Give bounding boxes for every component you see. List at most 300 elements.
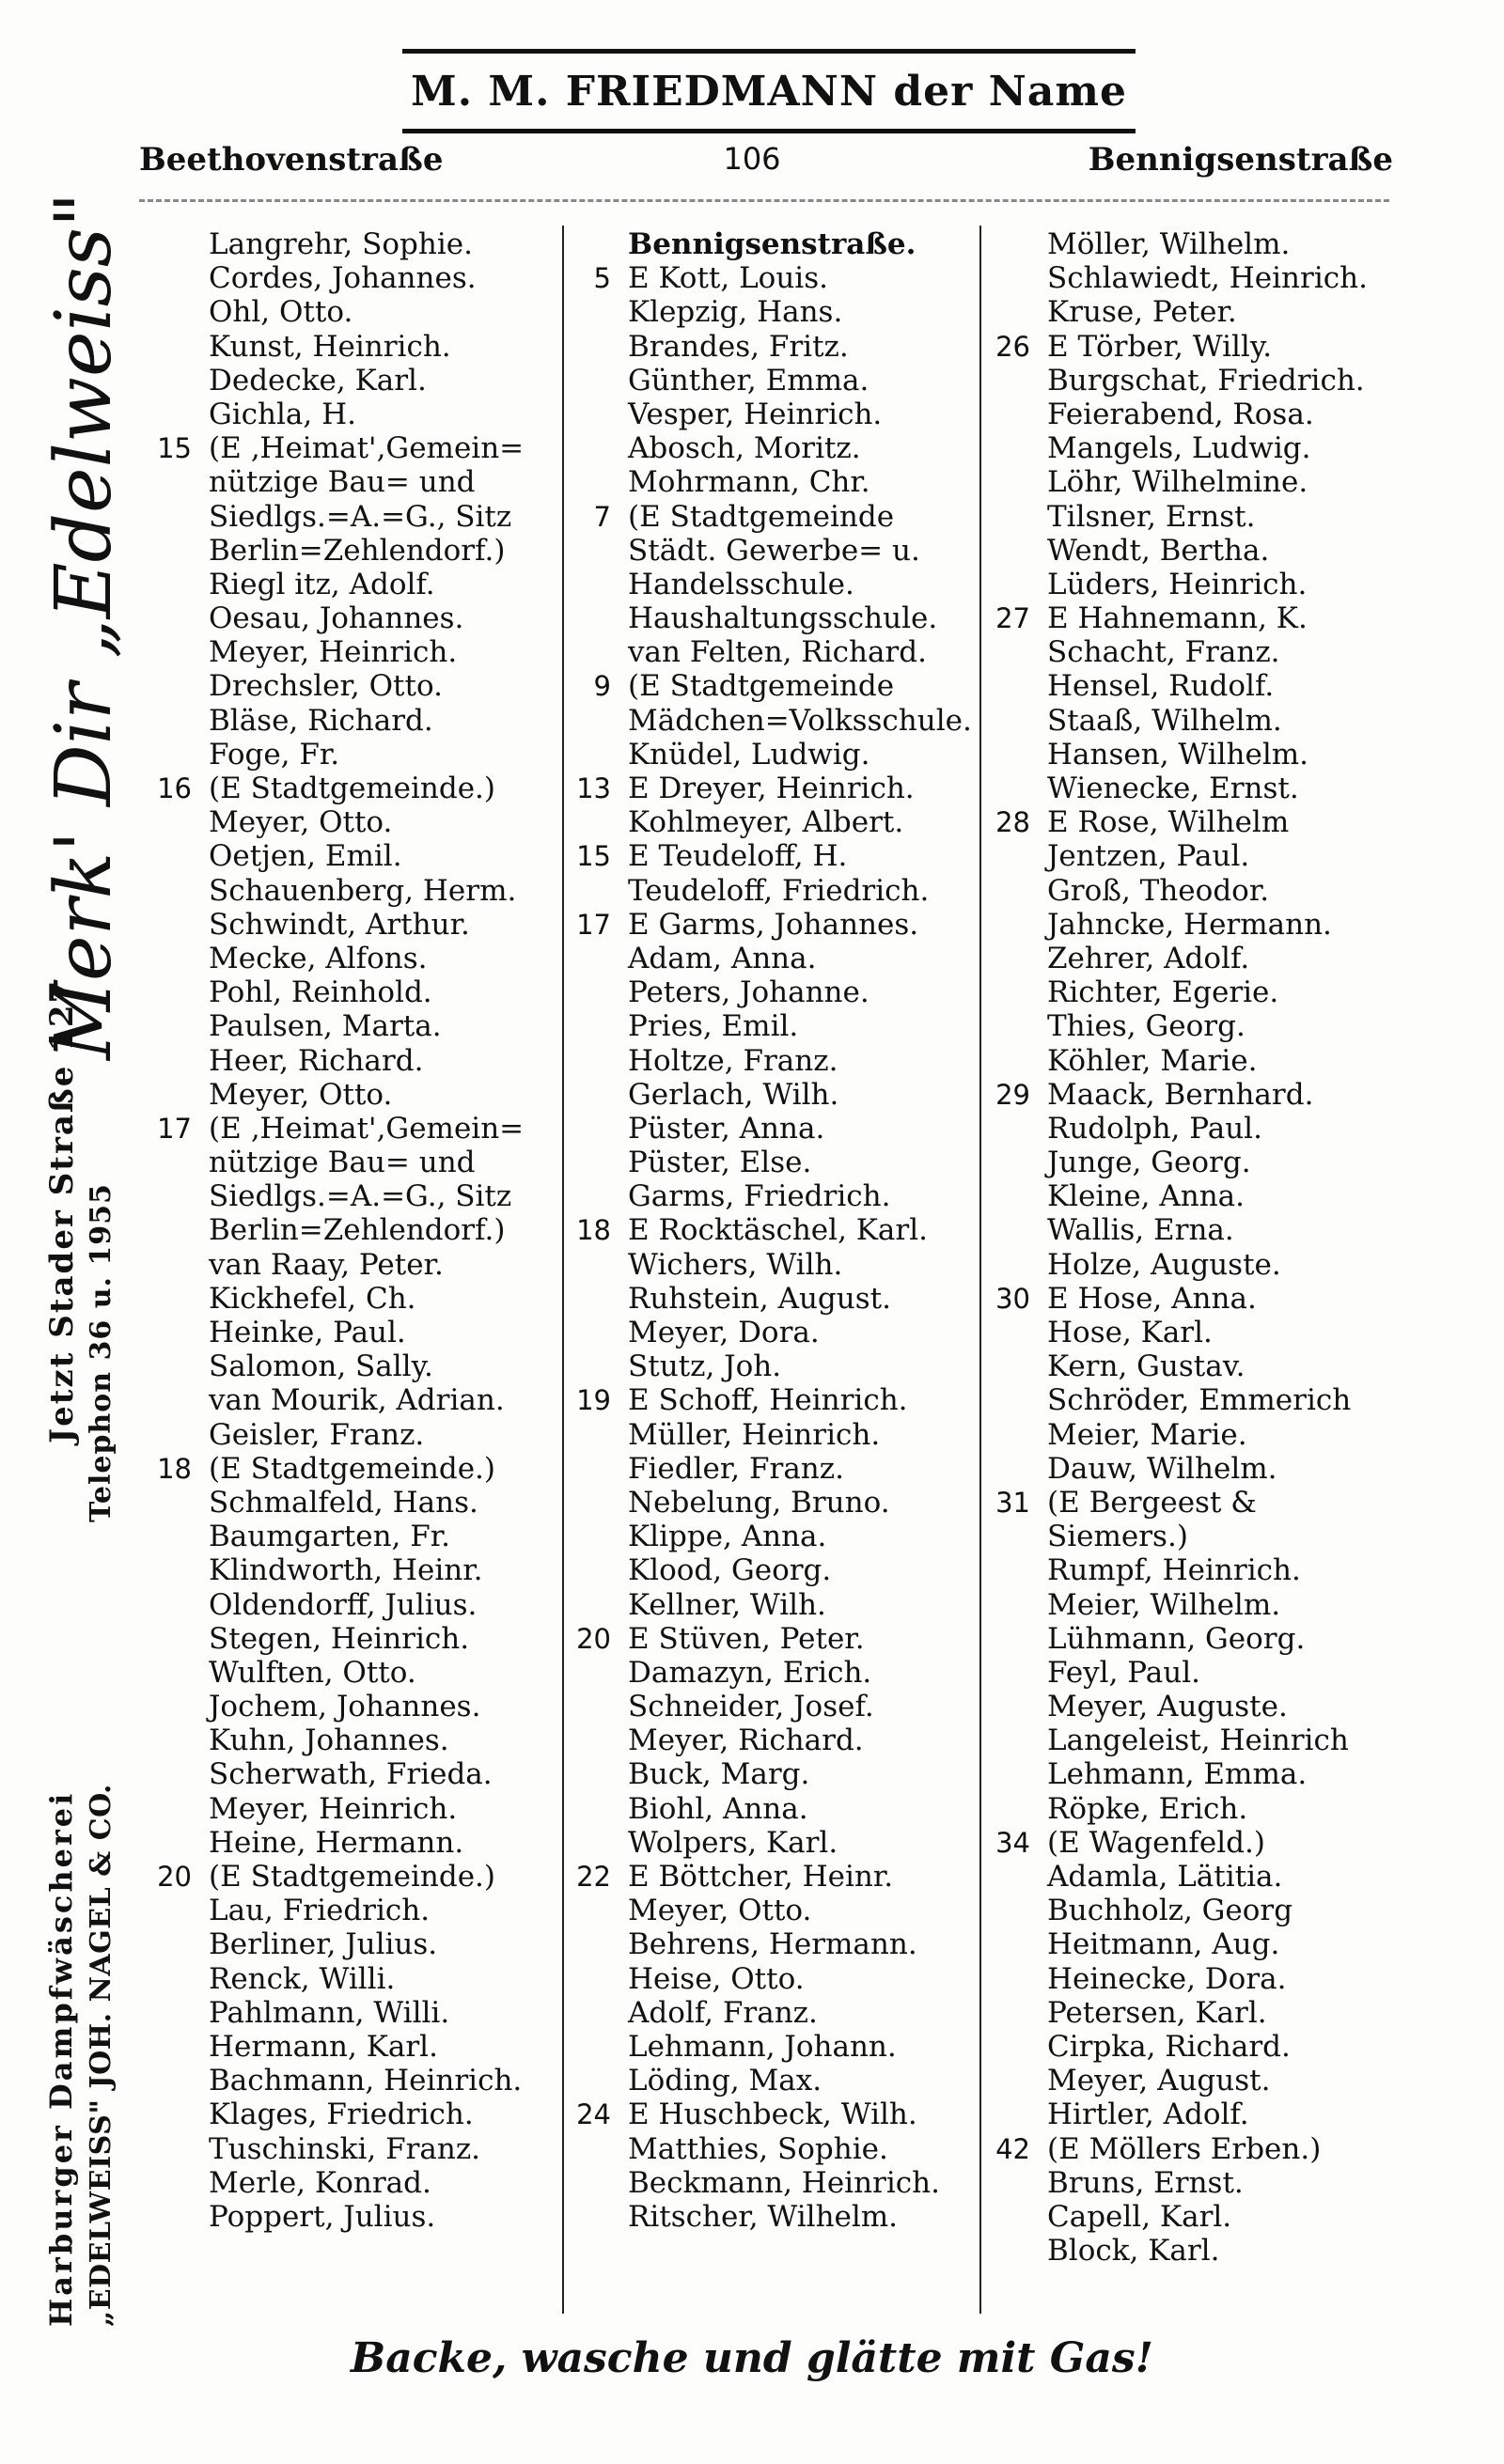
directory-entry: [209, 1316, 556, 1349]
directory-entry: [209, 1996, 556, 2030]
directory-entry: [1047, 1860, 1395, 1894]
resident-name: Petersen, Karl.: [1047, 1995, 1267, 2030]
directory-entry: [628, 601, 976, 635]
side-ad-company-name: „EDELWEISS" JOH. NAGEL & CO.: [85, 1784, 118, 2327]
house-number: 20: [576, 1622, 611, 1655]
directory-entry: [209, 635, 556, 669]
directory-entry: [157, 772, 556, 805]
house-number: 22: [576, 1861, 611, 1893]
resident-name: Wolpers, Karl.: [628, 1825, 838, 1860]
resident-name: Gichla, H.: [209, 397, 356, 431]
resident-name: Cordes, Johannes.: [209, 261, 477, 296]
directory-entry: [628, 1656, 976, 1690]
house-number: 15: [576, 840, 611, 873]
resident-name: Rumpf, Heinrich.: [1047, 1553, 1301, 1588]
directory-entry: [1047, 261, 1395, 295]
directory-entry: [209, 1723, 556, 1757]
resident-name: Röpke, Erich.: [1047, 1791, 1248, 1826]
resident-name: (E Stadtgemeinde: [628, 499, 895, 534]
directory-entry: [628, 534, 976, 568]
directory-entry: [1047, 295, 1395, 329]
resident-name: Oetjen, Emil.: [209, 839, 402, 874]
directory-entry: [628, 2132, 976, 2166]
resident-name: Meyer, Auguste.: [1047, 1690, 1288, 1724]
resident-name: Peters, Johanne.: [628, 975, 870, 1010]
house-number: 18: [576, 1214, 611, 1247]
directory-entry: [1047, 1996, 1395, 2030]
directory-entry: [576, 1860, 976, 1894]
resident-name: Abosch, Moritz.: [628, 431, 861, 466]
directory-entry: [209, 2098, 556, 2131]
resident-name: (E ‚Heimat',Gemein=: [209, 1111, 525, 1146]
directory-entry: [1047, 1316, 1395, 1349]
resident-name: Heinecke, Dora.: [1047, 1961, 1287, 1996]
directory-entry: [628, 942, 976, 975]
house-number: 42: [995, 2132, 1030, 2165]
house-number: 27: [995, 602, 1030, 635]
resident-name: Siedlgs.=A.=G., Sitz: [209, 1179, 512, 1214]
house-number: 16: [157, 772, 192, 804]
resident-name: Teudeloff, Friedrich.: [628, 873, 930, 908]
house-number: 15: [157, 432, 192, 465]
directory-entry: [209, 805, 556, 839]
house-number: 31: [995, 1486, 1030, 1519]
resident-name: Beckmann, Heinrich.: [628, 2165, 940, 2200]
directory-entry: [1047, 1213, 1395, 1247]
directory-column-1: [157, 227, 556, 2234]
directory-entry: [1047, 500, 1395, 534]
directory-entry: [209, 874, 556, 908]
directory-entry: [995, 1825, 1395, 1860]
directory-entry: [209, 568, 556, 601]
resident-name: Adolf, Franz.: [628, 1995, 818, 2030]
resident-name: Lühmann, Georg.: [1047, 1621, 1306, 1656]
directory-entry: [209, 1383, 556, 1417]
resident-name: Mohrmann, Chr.: [628, 465, 870, 500]
resident-name: Bruns, Ernst.: [1047, 2165, 1244, 2200]
directory-entry: [628, 1757, 976, 1791]
resident-name: E Dreyer, Heinrich.: [628, 772, 915, 805]
directory-entry: [1047, 1349, 1395, 1383]
resident-name: Müller, Heinrich.: [628, 1417, 881, 1452]
directory-entry: [995, 2131, 1395, 2166]
directory-entry: [157, 1860, 556, 1894]
directory-entry: [1047, 1146, 1395, 1179]
directory-entry: [209, 1894, 556, 1927]
directory-entry: [209, 1418, 556, 1452]
directory-entry: [995, 1281, 1395, 1316]
directory-entry: [628, 1553, 976, 1587]
resident-name: (E Stadtgemeinde: [628, 669, 895, 704]
directory-entry: [209, 1146, 556, 1179]
resident-name: Scherwath, Frieda.: [209, 1757, 493, 1792]
page-title-box: [402, 49, 1136, 133]
resident-name: Meyer, Otto.: [209, 1077, 393, 1112]
directory-column-2: [576, 227, 976, 2234]
resident-name: Hermann, Karl.: [209, 2029, 438, 2064]
resident-name: Pahlmann, Willi.: [209, 1995, 450, 2030]
directory-entry: [209, 1213, 556, 1247]
resident-name: E Törber, Willy.: [1047, 329, 1273, 364]
column-divider-left: [562, 226, 564, 2314]
resident-name: Kickhefel, Ch.: [209, 1281, 416, 1316]
resident-name: (E Stadtgemeinde.): [209, 1451, 496, 1486]
directory-entry: [209, 1248, 556, 1282]
resident-name: Wulften, Otto.: [209, 1655, 416, 1690]
directory-entry: [628, 1894, 976, 1927]
directory-entry: [1047, 2098, 1395, 2131]
resident-name: Hirtler, Adolf.: [1047, 2098, 1249, 2132]
resident-name: Tuschinski, Franz.: [209, 2131, 481, 2166]
resident-name: (E Stadtgemeinde.): [209, 1860, 496, 1894]
resident-name: Bachmann, Heinrich.: [209, 2064, 523, 2098]
directory-entry: [209, 908, 556, 942]
side-ad-address: Jetzt Stader Straße 127: [43, 978, 81, 1443]
resident-name: Garms, Friedrich.: [628, 1179, 891, 1214]
resident-name: nützige Bau= und: [209, 465, 476, 500]
resident-name: Gerlach, Wilh.: [628, 1077, 839, 1112]
directory-entry: [1047, 2064, 1395, 2098]
directory-entry: [628, 1349, 976, 1383]
resident-name: Günther, Emma.: [628, 363, 870, 398]
directory-entry: [628, 431, 976, 465]
resident-name: Drechsler, Otto.: [209, 669, 443, 704]
resident-name: Schacht, Franz.: [1047, 635, 1280, 670]
resident-name: Langeleist, Heinrich: [1047, 1723, 1349, 1758]
resident-name: Thies, Georg.: [1047, 1009, 1246, 1044]
directory-column-3: [995, 227, 1395, 2269]
directory-entry: [209, 1009, 556, 1043]
directory-entry: [593, 261, 976, 296]
directory-entry: [209, 942, 556, 975]
directory-entry: [628, 1179, 976, 1213]
resident-name: Groß, Theodor.: [1047, 873, 1270, 908]
resident-name: Block, Karl.: [1047, 2234, 1220, 2269]
resident-name: nützige Bau= und: [209, 1146, 476, 1180]
resident-name: Damazyn, Erich.: [628, 1655, 872, 1690]
right-street-heading: Bennigsenstraße: [1088, 141, 1393, 179]
directory-entry: [1047, 704, 1395, 738]
resident-name: Matthies, Sophie.: [628, 2131, 888, 2166]
resident-name: Heer, Richard.: [209, 1043, 424, 1078]
resident-name: Meyer, Heinrich.: [209, 1791, 458, 1826]
resident-name: Staaß, Wilhelm.: [1047, 703, 1282, 738]
directory-entry: [995, 329, 1395, 364]
directory-entry: [576, 1383, 976, 1418]
resident-name: Heinke, Paul.: [209, 1316, 406, 1349]
directory-entry: [1047, 2030, 1395, 2064]
directory-entry: [995, 1485, 1395, 1520]
directory-entry: [1047, 1248, 1395, 1282]
resident-name: Meier, Wilhelm.: [1047, 1587, 1281, 1622]
resident-name: Salomon, Sally.: [209, 1349, 433, 1384]
page-number: 106: [723, 141, 781, 177]
directory-entry: [209, 534, 556, 568]
page-title: M. M. FRIEDMANN der Name: [411, 67, 1127, 116]
resident-name: Adamla, Lätitia.: [1047, 1860, 1283, 1894]
resident-name: Paulsen, Marta.: [209, 1009, 442, 1044]
directory-entry: [1047, 669, 1395, 703]
resident-name: Langrehr, Sophie.: [209, 227, 473, 261]
house-number: 34: [995, 1826, 1030, 1859]
resident-name: Jochem, Johannes.: [209, 1690, 481, 1724]
resident-name: Schröder, Emmerich: [1047, 1383, 1352, 1418]
resident-name: E Kott, Louis.: [628, 261, 828, 296]
resident-name: Siedlgs.=A.=G., Sitz: [209, 499, 512, 534]
resident-name: Schlawiedt, Heinrich.: [1047, 261, 1368, 296]
directory-entry: [1047, 975, 1395, 1009]
directory-entry: [1047, 568, 1395, 601]
side-ad-slogan: Merk' Dir „Edelweiss": [39, 192, 129, 1060]
house-number: 24: [576, 2098, 611, 2131]
directory-entry: [628, 1044, 976, 1078]
directory-entry: [628, 2200, 976, 2234]
resident-name: Wallis, Erna.: [1047, 1213, 1234, 1248]
resident-name: Dedecke, Karl.: [209, 363, 427, 398]
resident-name: Püster, Anna.: [628, 1111, 825, 1146]
resident-name: Merle, Konrad.: [209, 2165, 431, 2200]
directory-entry: [1047, 534, 1395, 568]
directory-entry: [209, 1078, 556, 1112]
left-street-heading: Beethovenstraße: [139, 141, 444, 179]
directory-entry: [1047, 1009, 1395, 1043]
directory-entry: [628, 1316, 976, 1349]
resident-name: Stutz, Joh.: [628, 1349, 782, 1384]
resident-name: (E Möllers Erben.): [1047, 2131, 1322, 2166]
resident-name: Oesau, Johannes.: [209, 601, 464, 636]
directory-entry: [628, 1078, 976, 1112]
directory-entry: [209, 500, 556, 534]
resident-name: Biohl, Anna.: [628, 1791, 808, 1826]
resident-name: Nebelung, Bruno.: [628, 1485, 890, 1520]
directory-entry: [1047, 465, 1395, 499]
directory-entry: [209, 704, 556, 738]
directory-entry: [628, 465, 976, 499]
street-heading: [628, 227, 976, 261]
directory-entry: [209, 1044, 556, 1078]
resident-name: Brandes, Fritz.: [628, 329, 849, 364]
directory-entry: [628, 738, 976, 772]
resident-name: Kuhn, Johannes.: [209, 1723, 449, 1758]
resident-name: Berlin=Zehlendorf.): [209, 1213, 506, 1248]
directory-entry: [209, 1757, 556, 1791]
directory-entry: [1047, 1656, 1395, 1690]
resident-name: Kellner, Wilh.: [628, 1587, 826, 1622]
resident-name: Bennigsenstraße.: [628, 227, 916, 261]
resident-name: Hose, Karl.: [1047, 1316, 1213, 1349]
resident-name: Heitmann, Aug.: [1047, 1927, 1280, 1962]
directory-entry: [628, 1996, 976, 2030]
directory-entry: [1047, 1894, 1395, 1927]
directory-entry: [1047, 1962, 1395, 1996]
resident-name: Cirpka, Richard.: [1047, 2029, 1291, 2064]
directory-entry: [576, 2098, 976, 2132]
resident-name: Klages, Friedrich.: [209, 2098, 474, 2132]
resident-name: Kern, Gustav.: [1047, 1349, 1246, 1384]
resident-name: Kohlmeyer, Albert.: [628, 805, 904, 840]
directory-entry: [209, 1656, 556, 1690]
resident-name: Klindworth, Heinr.: [209, 1553, 483, 1588]
directory-entry: [995, 805, 1395, 840]
house-number: 5: [593, 262, 611, 295]
house-number: 29: [995, 1078, 1030, 1111]
resident-name: E Rose, Wilhelm: [1047, 805, 1290, 840]
directory-entry: [576, 772, 976, 805]
resident-name: Hensel, Rudolf.: [1047, 669, 1275, 704]
resident-name: Schwindt, Arthur.: [209, 907, 470, 942]
resident-name: Burgschat, Friedrich.: [1047, 363, 1365, 398]
resident-name: Pries, Emil.: [628, 1009, 799, 1044]
directory-entry: [628, 1588, 976, 1622]
directory-entry: [576, 1213, 976, 1248]
directory-entry: [1047, 839, 1395, 873]
directory-entry: [628, 1112, 976, 1146]
resident-name: Richter, Egerie.: [1047, 975, 1279, 1010]
directory-entry: [157, 1451, 556, 1486]
house-number: 17: [576, 908, 611, 941]
resident-name: Wendt, Bertha.: [1047, 533, 1270, 568]
resident-name: Püster, Else.: [628, 1146, 812, 1180]
directory-entry: [1047, 1792, 1395, 1826]
house-number: 18: [157, 1452, 192, 1485]
house-number: 20: [157, 1861, 192, 1893]
resident-name: E Teudeloff, H.: [628, 839, 848, 874]
resident-name: Zehrer, Adolf.: [1047, 941, 1250, 975]
directory-entry: [209, 1927, 556, 1961]
directory-entry: [209, 2030, 556, 2064]
directory-entry: [209, 975, 556, 1009]
resident-name: Klippe, Anna.: [628, 1520, 827, 1554]
resident-name: Pohl, Reinhold.: [209, 975, 432, 1010]
directory-entry: [1047, 1112, 1395, 1146]
directory-entry: [628, 1520, 976, 1553]
directory-entry: [628, 1486, 976, 1520]
resident-name: Wienecke, Ernst.: [1047, 772, 1299, 805]
resident-name: Wichers, Wilh.: [628, 1247, 843, 1282]
directory-entry: [628, 635, 976, 669]
resident-name: Dauw, Wilhelm.: [1047, 1451, 1277, 1486]
resident-name: van Raay, Peter.: [209, 1247, 444, 1282]
directory-entry: [209, 465, 556, 499]
resident-name: Fiedler, Franz.: [628, 1451, 844, 1486]
directory-entry: [1047, 1044, 1395, 1078]
resident-name: Klood, Georg.: [628, 1553, 832, 1588]
directory-entry: [209, 2064, 556, 2098]
directory-entry: [1047, 1622, 1395, 1656]
resident-name: E Garms, Johannes.: [628, 907, 919, 942]
directory-entry: [628, 975, 976, 1009]
directory-entry: [209, 2132, 556, 2166]
resident-name: E Huschbeck, Wilh.: [628, 2098, 917, 2132]
resident-name: Haushaltungsschule.: [628, 601, 938, 636]
directory-entry: [209, 295, 556, 329]
resident-name: Buck, Marg.: [628, 1757, 810, 1792]
directory-entry: [209, 601, 556, 635]
directory-entry: [628, 805, 976, 839]
resident-name: Riegl itz, Adolf.: [209, 567, 435, 601]
resident-name: Löding, Max.: [628, 2064, 822, 2098]
directory-entry: [628, 1452, 976, 1486]
resident-name: Heise, Otto.: [628, 1961, 805, 1996]
directory-entry: [209, 1553, 556, 1587]
resident-name: E Stüven, Peter.: [628, 1621, 865, 1656]
column-divider-right: [979, 226, 981, 2314]
resident-name: Meier, Marie.: [1047, 1417, 1247, 1452]
resident-name: Jahncke, Hermann.: [1047, 907, 1332, 942]
resident-name: Baumgarten, Fr.: [209, 1520, 451, 1554]
resident-name: Meyer, Heinrich.: [209, 635, 458, 670]
resident-name: Köhler, Marie.: [1047, 1043, 1258, 1078]
resident-name: Bläse, Richard.: [209, 703, 433, 738]
directory-entry: [209, 738, 556, 772]
house-number: 19: [576, 1384, 611, 1417]
resident-name: Vesper, Heinrich.: [628, 397, 883, 431]
resident-name: Ruhstein, August.: [628, 1281, 891, 1316]
house-number: 30: [995, 1282, 1030, 1315]
directory-entry: [1047, 398, 1395, 431]
directory-entry: [209, 1690, 556, 1723]
directory-entry: [209, 1179, 556, 1213]
directory-entry: [1047, 772, 1395, 805]
footer-slogan: Backe, wasche und glätte mit Gas!: [351, 2334, 1153, 2382]
directory-entry: [628, 1723, 976, 1757]
directory-entry: [209, 1792, 556, 1826]
directory-entry: [995, 1077, 1395, 1112]
resident-name: Schmalfeld, Hans.: [209, 1485, 478, 1520]
house-number: 9: [593, 670, 611, 703]
directory-entry: [1047, 1179, 1395, 1213]
resident-name: Klepzig, Hans.: [628, 295, 843, 330]
resident-name: Hansen, Wilhelm.: [1047, 737, 1309, 772]
directory-entry: [209, 1588, 556, 1622]
resident-name: Mecke, Alfons.: [209, 941, 428, 975]
resident-name: Schauenberg, Herm.: [209, 873, 517, 908]
directory-entry: [628, 1282, 976, 1316]
directory-entry: [628, 364, 976, 398]
directory-entry: [209, 1622, 556, 1656]
directory-entry: [995, 601, 1395, 636]
resident-name: van Mourik, Adrian.: [209, 1383, 505, 1418]
directory-entry: [628, 1962, 976, 1996]
resident-name: Knüdel, Ludwig.: [628, 737, 870, 772]
directory-entry: [628, 2166, 976, 2200]
directory-entry: [209, 1520, 556, 1553]
resident-name: (E Stadtgemeinde.): [209, 772, 496, 805]
resident-name: Meyer, Otto.: [628, 1894, 812, 1928]
resident-name: Meyer, Dora.: [628, 1316, 820, 1349]
directory-entry: [1047, 1588, 1395, 1622]
directory-entry: [628, 1927, 976, 1961]
directory-entry: [1047, 738, 1395, 772]
directory-entry: [628, 1146, 976, 1179]
directory-entry: [209, 1962, 556, 1996]
resident-name: Möller, Wilhelm.: [1047, 227, 1291, 261]
directory-entry: [1047, 1723, 1395, 1757]
directory-entry: [209, 1826, 556, 1860]
directory-entry: [1047, 2166, 1395, 2200]
directory-entry: [157, 431, 556, 466]
resident-name: Capell, Karl.: [1047, 2199, 1232, 2234]
directory-entry: [628, 1690, 976, 1723]
directory-entry: [593, 499, 976, 534]
directory-entry: [1047, 1520, 1395, 1553]
resident-name: Heine, Hermann.: [209, 1825, 464, 1860]
directory-entry: [1047, 1757, 1395, 1791]
resident-name: E Rocktäschel, Karl.: [628, 1213, 929, 1248]
resident-name: Kruse, Peter.: [1047, 295, 1237, 330]
resident-name: Geisler, Franz.: [209, 1417, 425, 1452]
resident-name: E Schoff, Heinrich.: [628, 1383, 908, 1418]
